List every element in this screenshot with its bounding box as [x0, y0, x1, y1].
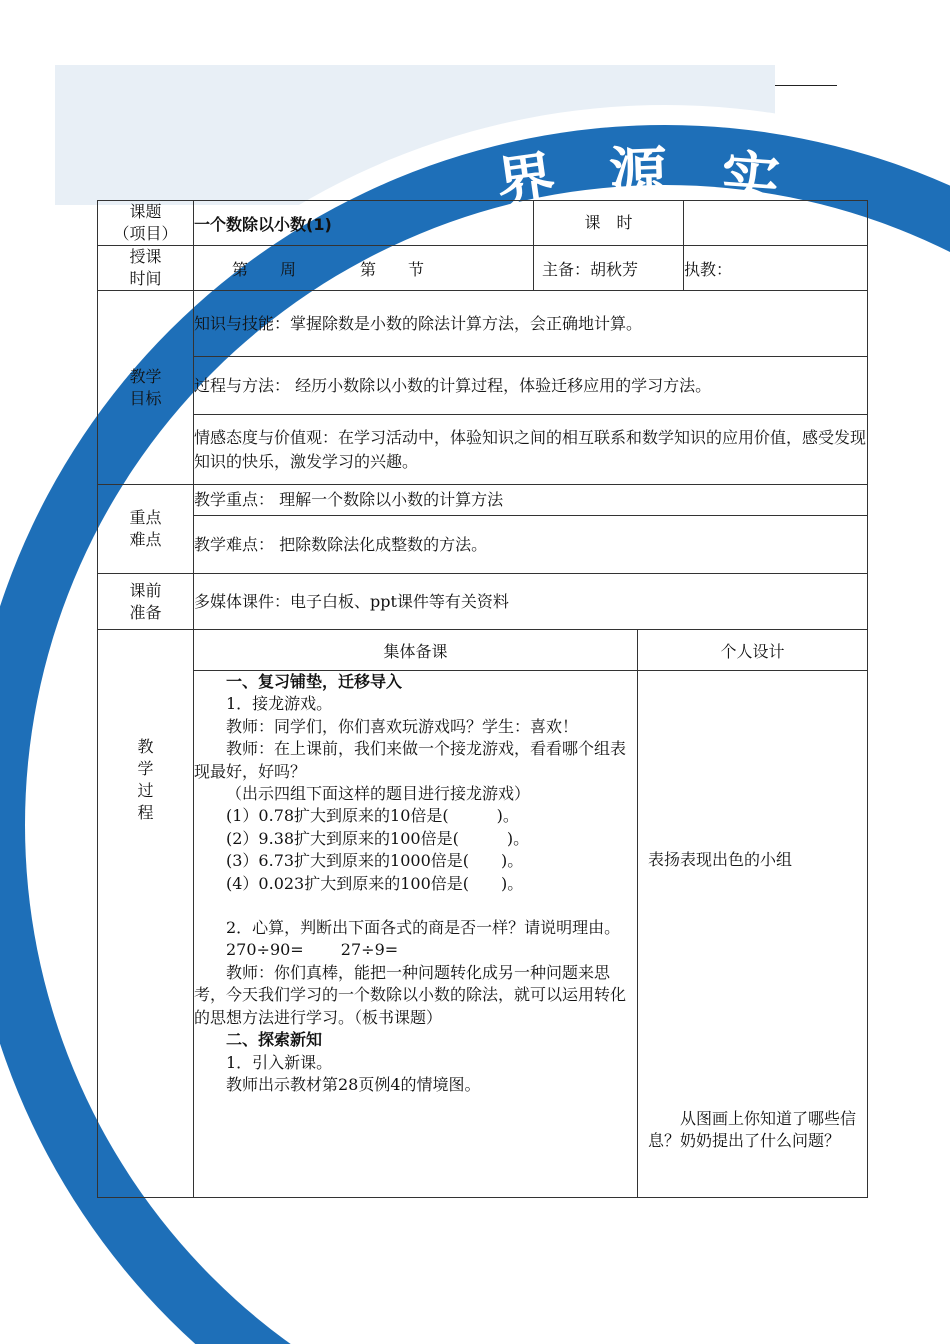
section-heading-review: 一、复习铺垫，迁移导入: [226, 672, 403, 691]
topic-label: 课题 （项目）: [98, 201, 194, 246]
teacher: 执教：: [684, 246, 868, 291]
section-heading-explore: 二、探索新知: [226, 1030, 323, 1050]
time-row: [98, 246, 868, 291]
preparer: 主备：胡秋芳: [534, 246, 684, 291]
key-points-label: 重点 难点: [98, 485, 194, 574]
process-line: 1．引入新课。: [226, 1052, 333, 1072]
svg-text:源: 源: [608, 139, 669, 209]
difficulty-row: [98, 516, 868, 574]
preparation-label: 课前 准备: [98, 574, 194, 630]
key-point: 教学重点： 理解一个数除以小数的计算方法: [194, 485, 868, 516]
personal-design-content: [638, 671, 868, 1198]
process-line: 270÷90= 27÷9=: [226, 940, 399, 960]
lesson-plan-table: [97, 200, 868, 1198]
period-value: [684, 201, 868, 246]
process-line: 教师：同学们，你们喜欢玩游戏吗？学生：喜欢！: [226, 716, 579, 736]
blank-line: [194, 895, 637, 917]
process-line: 教师：你们真棒，能把一种问题转化成另一种问题来思考，今天我们学习的一个数除以小数的除法，就可以运用转化的思想方法进行学习。（板书课题）: [194, 962, 627, 1027]
personal-note-question: 从图画上你知道了哪些信息？奶奶提出了什么问题？: [648, 1109, 857, 1150]
question-4: (4）0.023扩大到原来的100倍是( )。: [226, 873, 524, 893]
goal-row-knowledge: [98, 291, 868, 357]
goal-row-emotion: [98, 415, 868, 485]
preparation-row: [98, 574, 868, 630]
process-line: 教师：在上课前，我们来做一个接龙游戏，看看哪个组表现最好，好吗？: [194, 739, 627, 781]
process-line: 教师出示教材第28页例4的情境图。: [226, 1074, 481, 1094]
process-label: 教 学 过 程: [98, 630, 194, 1198]
time-label: 授课 时间: [98, 246, 194, 291]
question-1: (1）0.78扩大到原来的10倍是( )。: [226, 806, 519, 826]
period-label: 课 时: [534, 201, 684, 246]
goals-label: 教学 目标: [98, 291, 194, 485]
process-body-row: [98, 671, 868, 1198]
process-line: 1．接龙游戏。: [226, 694, 333, 714]
process-header-row: [98, 630, 868, 671]
question-2: (2）9.38扩大到原来的100倍是( )。: [226, 828, 530, 848]
key-point-row: [98, 485, 868, 516]
goal-knowledge: 知识与技能：掌握除数是小数的除法计算方法，会正确地计算。: [194, 291, 868, 357]
collective-prep-content: [194, 671, 638, 1198]
question-3: (3）6.73扩大到原来的1000倍是( )。: [226, 851, 524, 871]
goal-emotion: 情感态度与价值观：在学习活动中，体验知识之间的相互联系和数学知识的应用价值，感受发现知识的快乐，激发学习的兴趣。: [194, 415, 868, 485]
process-line: 2．心算，判断出下面各式的商是否一样？请说明理由。: [226, 918, 621, 938]
svg-text:实: 实: [719, 143, 782, 216]
difficulty-point: 教学难点： 把除数除法化成整数的方法。: [194, 516, 868, 574]
seal-logo: [55, 65, 782, 219]
collective-prep-header: 集体备课: [194, 630, 638, 671]
topic-value: 一个数除以小数(1): [194, 201, 534, 246]
process-line: （出示四组下面这样的题目进行接龙游戏）: [226, 784, 531, 804]
goal-process: 过程与方法： 经历小数除以小数的计算过程，体验迁移应用的学习方法。: [194, 357, 868, 415]
seal-banner: [55, 65, 782, 219]
preparation-value: 多媒体课件：电子白板、ppt课件等有关资料: [194, 574, 868, 630]
svg-text:界: 界: [492, 143, 560, 219]
time-value: 第 周 第 节: [194, 246, 534, 291]
top-rule-line: [775, 85, 837, 86]
personal-design-header: 个人设计: [638, 630, 868, 671]
goal-row-process: [98, 357, 868, 415]
topic-row: [98, 201, 868, 246]
personal-note-praise: 表扬表现出色的小组: [648, 850, 793, 869]
